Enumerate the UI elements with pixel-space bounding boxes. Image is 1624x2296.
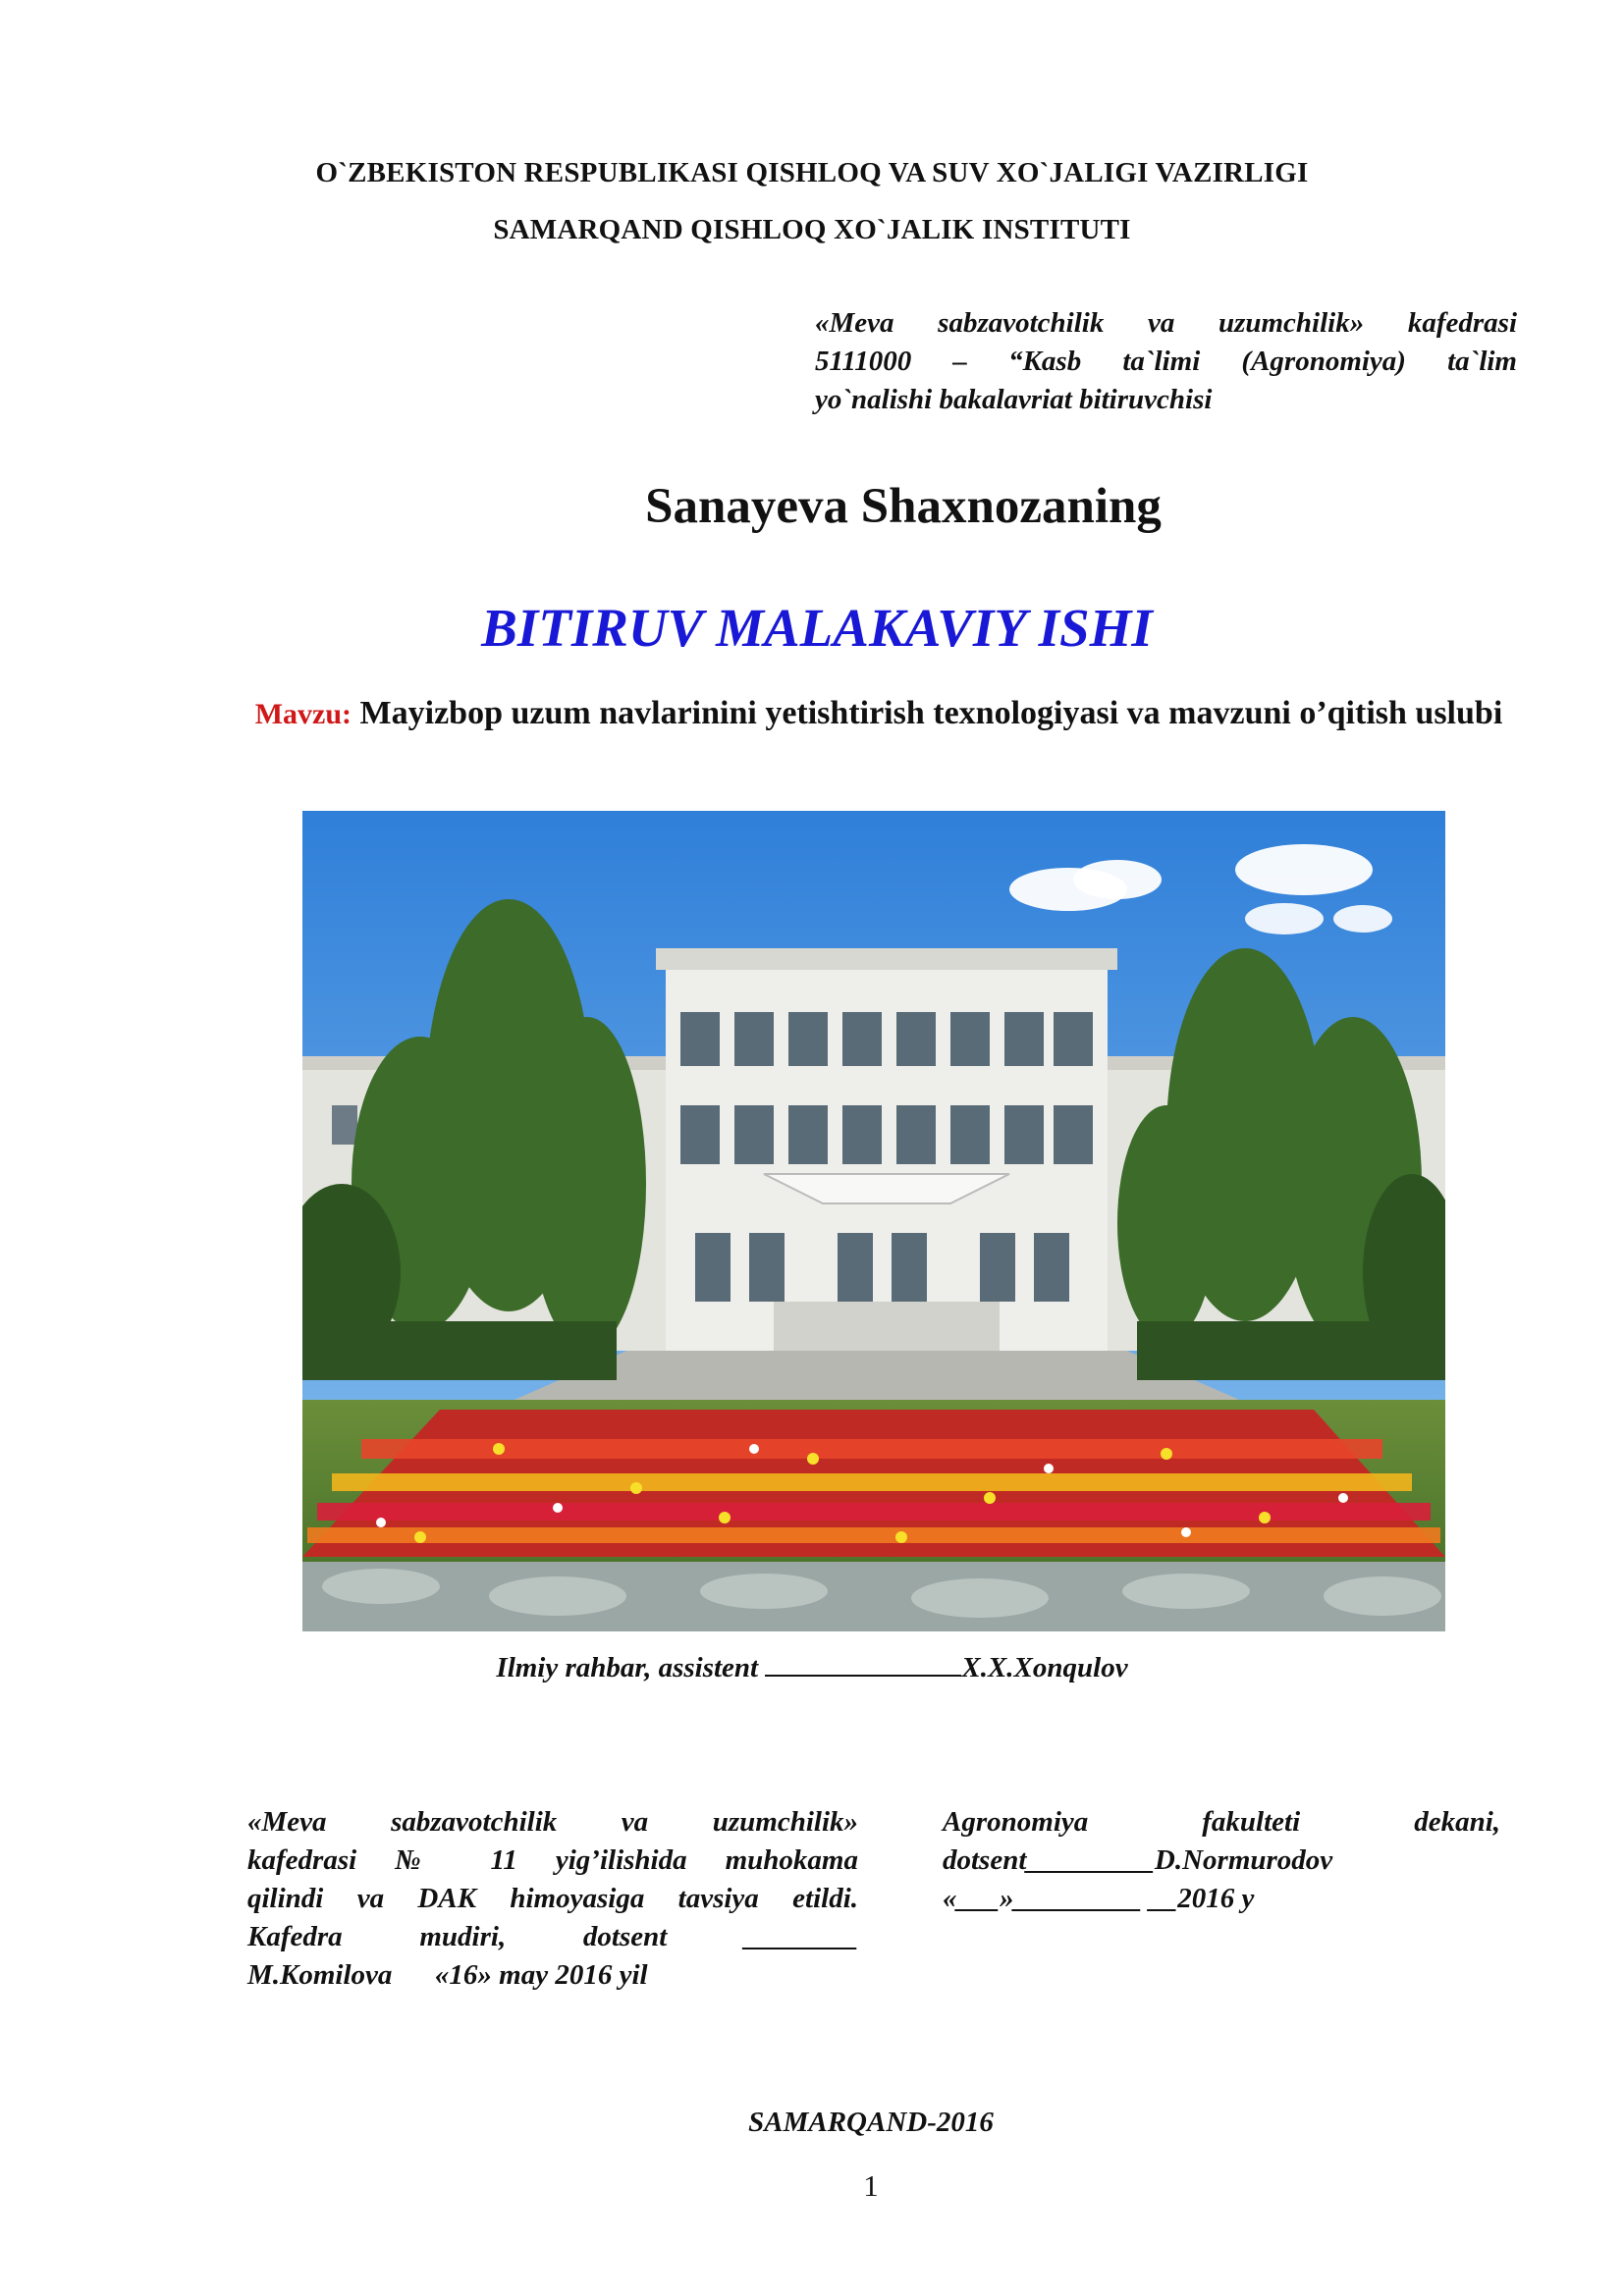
approval-left-line-2: kafedrasi № 11 yig’ilishida muhokama [247, 1844, 858, 1876]
topic-label: Mavzu: [254, 698, 352, 730]
department-info [815, 304, 1517, 419]
topic [236, 693, 1522, 735]
institute-heading: SAMARQAND QISHLOQ XO`JALIK INSTITUTI [493, 214, 1131, 245]
supervisor-line [0, 1651, 1624, 1684]
department-approval [247, 1803, 858, 1995]
approval-right-line-1: Agronomiya fakulteti dekani, [943, 1806, 1500, 1838]
ministry-heading: O`ZBEKISTON RESPUBLIKASI QISHLOQ VA SUV XO`JALIGI VAZIRLIGI [315, 157, 1309, 188]
department-line-2: 5111000 – “Kasb ta`limi (Agronomiya) ta`lim [815, 346, 1517, 377]
approval-right-line-2: dotsent_________D.Normurodov [943, 1844, 1333, 1876]
approval-left-line-3: qilindi va DAK himoyasiga tavsiya etildi. [247, 1883, 858, 1914]
page-number: 1 [863, 2168, 879, 2203]
approval-left-line-4: Kafedra mudiri, dotsent ________ [247, 1921, 858, 1952]
document-title: BITIRUV MALAKAVIY ISHI [481, 598, 1153, 658]
dean-approval [943, 1803, 1500, 1918]
author-name: Sanayeva Shaxnozaning [645, 479, 1162, 534]
institute-building-photo [302, 811, 1445, 1631]
signature-blank [765, 1651, 961, 1677]
approval-right-line-3: «___»_________ __2016 y [943, 1883, 1255, 1914]
supervisor-name: X.X.Xonqulov [961, 1652, 1128, 1683]
approval-left-line-5: M.Komilova «16» may 2016 yil [247, 1959, 648, 1991]
city-year: SAMARQAND-2016 [748, 2107, 994, 2138]
department-line-1: «Meva sabzavotchilik va uzumchilik» kafedrasi [815, 307, 1517, 339]
supervisor-prefix: Ilmiy rahbar, assistent [496, 1652, 766, 1683]
topic-text: Mayizbop uzum navlarinini yetishtirish texnologiyasi va mavzuni o’qitish uslubi [359, 695, 1503, 731]
approval-left-line-1: «Meva sabzavotchilik va uzumchilik» [247, 1806, 858, 1838]
department-line-3: yo`nalishi bakalavriat bitiruvchisi [815, 384, 1213, 415]
